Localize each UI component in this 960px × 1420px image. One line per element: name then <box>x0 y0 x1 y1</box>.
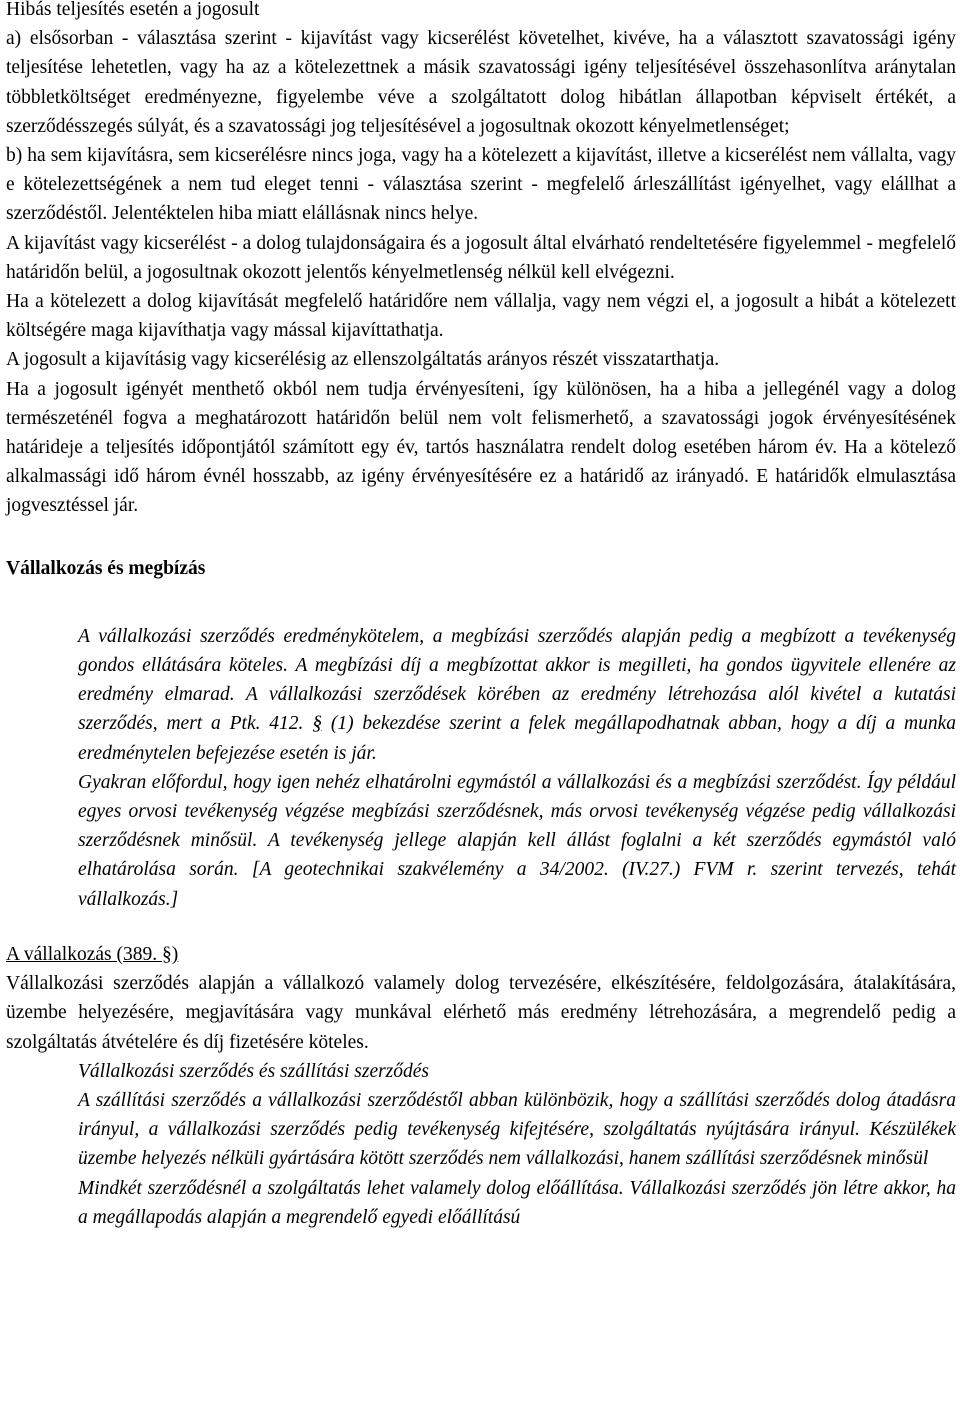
warranty-obliged-paragraph: Ha a kötelezett a dolog kijavítását megfelelő határidőre nem vállalja, vagy nem végzi el, a jogosult a hibát a kötelezett költségére maga kijavíthatja vagy mással kijavíttathatja. <box>6 291 956 342</box>
contract-sub-paragraph-2: Mindkét szerződésnél a szolgáltatás lehet valamely dolog előállítása. Vállalkozási szerződés jön létre akkor, ha a megállapodás alapján a megrendelő egyedi előállítású <box>78 1177 956 1228</box>
warranty-heading-line: Hibás teljesítés esetén a jogosult <box>6 0 260 20</box>
intro-text-b: (1) bekezdése szerint a felek megállapodhatnak abban, hogy a díj a munka eredménytelen befejezése esetén is jár. <box>78 713 957 764</box>
contract-title <box>6 940 956 969</box>
warranty-deadline-paragraph: Ha a jogosult igényét menthető okból nem tudja érvényesíteni, így különösen, ha a hiba a jellegénél vagy a dolog természeténél fogva a meghatározott határidőn belül nem volt felismerhető, a szavatossági jogok érvényesítésének határideje a teljesítés időpontjától számított egy év, tartós használatra rendelt dolog esetében három év. Ha a kötelező alkalmassági idő három évnél hosszabb, az igény érvényesítésére ez a határidő az irányadó. E határidők elmulasztása jogvesztéssel jár. <box>6 378 956 517</box>
contract-sub-title: Vállalkozási szerződés és szállítási szerződés <box>78 1060 430 1082</box>
spacer <box>6 914 956 940</box>
warranty-repair-paragraph: A kijavítást vagy kicserélést - a dolog tulajdonságaira és a jogosult által elvárható rendeltetésére figyelemmel - megfelelő határidőn belül, a jogosultnak okozott jelentős kényelmetlenség nélkül kell elvégezni. <box>6 232 956 283</box>
document-page <box>6 0 956 1232</box>
intro-text-a: A vállalkozási szerződés eredménykötelem, a megbízási szerződés alapján pedig a megbízott a tevékenység gondos ellátására köteles. A megbízási díj a megbízottat akkor is megilleti, ha gondos ügyvitele ellenére az eredmény elmarad. A vállalkozási szerződések körében az eredmény létrehozása alól kivétel a kutatási szerződés, mert a Ptk. 412. <box>78 625 956 735</box>
contract-title-text: A vállalkozás (389. <box>6 943 158 965</box>
warranty-point-a: a) elsősorban - választása szerint - kijavítást vagy kicserélést követelhet, kivéve, ha a választott szavatossági igény teljesítése lehetetlen, vagy ha az a kötelezettnek a másik szavatossági igény teljesítésével összehasonlítva aránytalan többletköltséget eredményezne, figyelembe véve a szolgáltatott dolog hibátlan állapotban képviselt értékét, a szerződésszegés súlyát, és a szavatossági jog teljesítésével a jogosultnak okozott kényelmetlenséget; <box>6 28 956 137</box>
section-intro-paragraph-2: Gyakran előfordul, hogy igen nehéz elhatárolni egymástól a vállalkozási és a megbízási szerződést. Így például egyes orvosi tevékenység végzése megbízási szerződésnek, más orvosi tevékenység végzése pedig vállalkozási szerződésnek minősül. A tevékenység jellege alapján kell állást foglalni a két szerződés egymástól való elhatárolása során. [A geotechnikai szakvélemény a 34/2002. (IV.27.) FVM r. szerint tervezés, tehát vállalkozás.] <box>78 771 956 910</box>
contract-title-sign: § <box>161 943 172 965</box>
contract-title-close: ) <box>171 943 179 965</box>
section-intro-block <box>78 622 956 914</box>
section-intro-paragraph-1 <box>78 622 956 768</box>
paragraph-sign-link[interactable]: § <box>312 713 323 735</box>
warranty-withhold-paragraph: A jogosult a kijavításig vagy kicserélésig az ellenszolgáltatás arányos részét visszatarthatja. <box>6 349 720 371</box>
contract-sub-block <box>78 1057 956 1232</box>
contract-definition: Vállalkozási szerződés alapján a vállalkozó valamely dolog tervezésére, elkészítésére, feldolgozására, átalakítására, üzembe helyezésére, megjavítására vagy munkával elérhető más eredmény létrehozására, a megrendelő pedig a szolgáltatás átvételére és díj fizetésére köteles. <box>6 973 956 1053</box>
warranty-point-b: b) ha sem kijavításra, sem kicserélésre nincs joga, vagy ha a kötelezett a kijavítást, illetve a kicserélést nem vállalta, vagy e kötelezettségének a nem tud eleget tenni - választása szerint - megfelelő árleszállítást igényelhet, vagy elállhat a szerződéstől. Jelentéktelen hiba miatt elállásnak nincs helye. <box>6 145 956 225</box>
contract-sub-paragraph-1: A szállítási szerződés a vállalkozási szerződéstől abban különbözik, hogy a szállítási szerződés dolog átadásra irányul, a vállalkozási szerződés pedig tevékenység kifejtésére, szolgáltatás nyújtására irányul. Készülékek üzembe helyezés nélküli gyártására kötött szerződés nem vállalkozási, hanem szállítási szerződésnek minősül <box>78 1089 956 1170</box>
section-title: Vállalkozás és megbízás <box>6 557 206 579</box>
contract-title-link[interactable] <box>6 944 178 965</box>
